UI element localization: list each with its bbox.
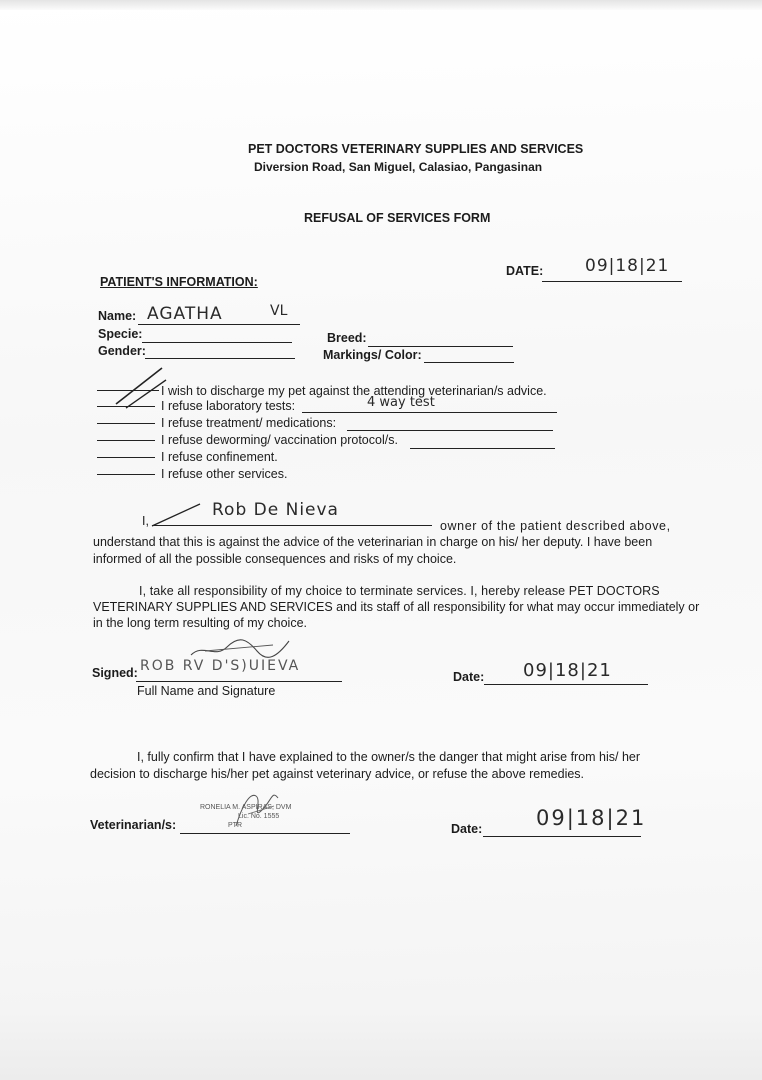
patient-info-heading: PATIENT'S INFORMATION:	[100, 275, 258, 289]
option-text: I wish to discharge my pet against the attending veterinarian/s advice.	[161, 384, 547, 398]
owner-name-handwritten: Rob De Nieva	[212, 500, 339, 520]
deworming-line	[410, 448, 555, 449]
name-extra-handwritten: VL	[270, 303, 288, 319]
treatment-line	[347, 430, 553, 431]
company-address: Diversion Road, San Miguel, Calasiao, Pangasinan	[254, 160, 543, 174]
statement-prefix: I,	[142, 514, 149, 528]
vet-date-label: Date:	[451, 822, 483, 836]
name-label: Name:	[98, 309, 137, 323]
option-text: I refuse laboratory tests:	[161, 399, 296, 413]
checkmark-icon	[102, 364, 172, 412]
vet-signature-icon	[228, 786, 288, 832]
release-line1: I, take all responsibility of my choice to terminate services. I, hereby release PET DOCTORS	[139, 584, 660, 598]
veterinarian-line	[180, 833, 350, 834]
signed-date-handwritten: 09|18|21	[523, 660, 612, 681]
statement-line3: informed of all the possible consequences and risks of my choice.	[93, 552, 457, 566]
markings-label: Markings/ Color:	[323, 348, 422, 362]
lab-tests-line	[302, 412, 557, 413]
confirm-line1: I, fully confirm that I have explained to the owner/s the danger that might arise from his/ her	[137, 750, 641, 764]
signed-handwritten: ROB RV D'S)UIEVA	[140, 658, 301, 674]
form-title: REFUSAL OF SERVICES FORM	[304, 211, 491, 225]
date-label: DATE:	[506, 264, 544, 278]
signed-date-label: Date:	[453, 670, 485, 684]
name-line	[138, 324, 300, 325]
lab-tests-handwritten: 4 way test	[367, 395, 435, 410]
confirm-line2: decision to discharge his/her pet against veterinary advice, or refuse the above remedies.	[90, 767, 585, 781]
gender-line	[145, 358, 295, 359]
markings-line	[424, 362, 514, 363]
option-text: I refuse treatment/ medications:	[161, 416, 337, 430]
option-blank	[97, 474, 155, 475]
option-blank	[97, 423, 155, 424]
gender-label: Gender:	[98, 344, 146, 358]
option-text: I refuse other services.	[161, 467, 288, 481]
breed-line	[368, 346, 513, 347]
veterinarian-label: Veterinarian/s:	[90, 818, 177, 832]
vet-date-handwritten: 09|18|21	[536, 806, 647, 830]
signed-label: Signed:	[92, 666, 138, 680]
stamp-license: Lic. No. 1555	[238, 813, 280, 820]
date-handwritten: 09|18|21	[585, 256, 670, 276]
statement-line2: understand that this is against the advice of the veterinarian in charge on his/ her deputy. I have been	[93, 535, 653, 549]
option-blank	[97, 440, 155, 441]
release-line2: VETERINARY SUPPLIES AND SERVICES and its staff of all responsibility for what may occur immediately or	[93, 600, 700, 614]
breed-label: Breed:	[327, 331, 367, 345]
company-name: PET DOCTORS VETERINARY SUPPLIES AND SERVICES	[248, 142, 584, 156]
name-handwritten: AGATHA	[147, 304, 223, 324]
date-line	[542, 281, 682, 282]
stamp-ptr: PTR	[228, 822, 242, 829]
full-name-caption: Full Name and Signature	[137, 684, 276, 698]
stamp-name: RONELIA M. ASPIRAS, DVM	[200, 804, 292, 811]
release-line3: in the long term resulting of my choice.	[93, 616, 307, 630]
statement-line1-suffix: owner of the patient described above,	[440, 519, 671, 533]
option-text: I refuse confinement.	[161, 450, 278, 464]
specie-line	[142, 342, 292, 343]
vet-date-line	[483, 836, 641, 837]
specie-label: Specie:	[98, 327, 143, 341]
signed-date-line	[484, 684, 648, 685]
option-blank	[97, 457, 155, 458]
pen-stroke-icon	[148, 500, 208, 528]
signed-line	[136, 681, 342, 682]
option-text: I refuse deworming/ vaccination protocol/s.	[161, 433, 398, 447]
